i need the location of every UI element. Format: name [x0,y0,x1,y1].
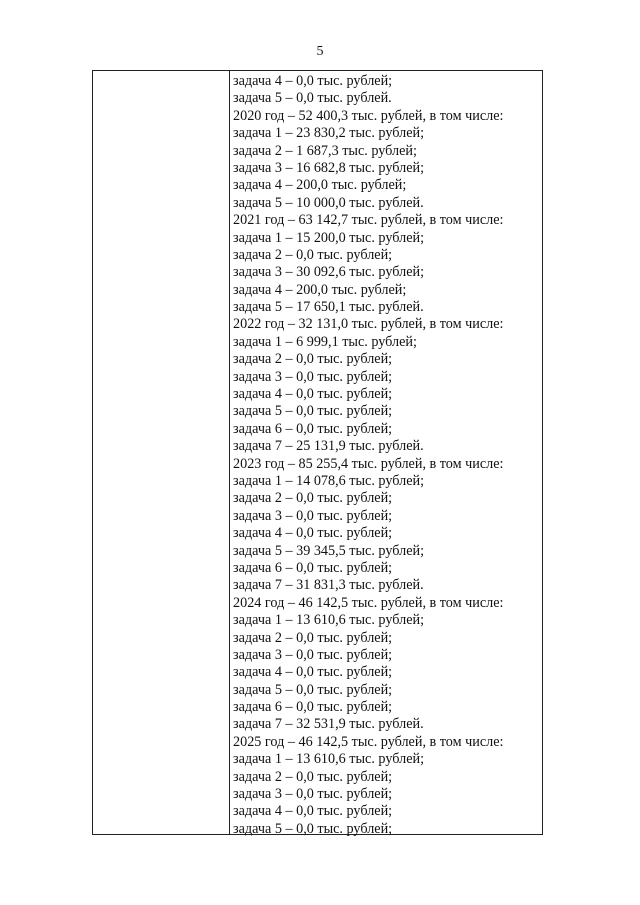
table-left-cell [93,71,229,834]
funding-line: задача 7 – 31 831,3 тыс. рублей. [233,577,424,594]
funding-line: задача 3 – 0,0 тыс. рублей; [233,786,393,803]
funding-line: задача 4 – 0,0 тыс. рублей; [233,525,393,542]
funding-line: задача 1 – 13 610,6 тыс. рублей; [233,612,425,629]
funding-line: задача 7 – 25 131,9 тыс. рублей. [233,438,424,455]
funding-line: 2025 год – 46 142,5 тыс. рублей, в том числе: [233,733,504,750]
funding-line: задача 3 – 0,0 тыс. рублей; [233,368,393,385]
funding-line: задача 2 – 1 687,3 тыс. рублей; [233,142,417,159]
funding-line: задача 4 – 200,0 тыс. рублей; [233,281,407,298]
funding-line: 2023 год – 85 255,4 тыс. рублей, в том числе: [233,455,504,472]
funding-line: задача 6 – 0,0 тыс. рублей; [233,420,393,437]
funding-line: задача 2 – 0,0 тыс. рублей; [233,768,393,785]
funding-line: задача 4 – 0,0 тыс. рублей; [233,664,393,681]
funding-line: задача 5 – 17 650,1 тыс. рублей. [233,299,424,316]
funding-line: задача 4 – 0,0 тыс. рублей; [233,803,393,820]
funding-line: задача 2 – 0,0 тыс. рублей; [233,246,393,263]
funding-line: задача 1 – 13 610,6 тыс. рублей; [233,751,425,768]
page-number: 5 [316,44,324,59]
funding-line: задача 1 – 15 200,0 тыс. рублей; [233,229,425,246]
funding-line: задача 6 – 0,0 тыс. рублей; [233,699,393,716]
funding-line: задача 1 – 23 830,2 тыс. рублей; [233,125,425,142]
funding-line: задача 3 – 0,0 тыс. рублей; [233,507,393,524]
funding-line: задача 5 – 0,0 тыс. рублей; [233,681,393,698]
funding-line: задача 3 – 30 092,6 тыс. рублей; [233,264,425,281]
funding-line: задача 5 – 0,0 тыс. рублей; [233,820,393,837]
column-divider [229,71,230,834]
funding-line: задача 4 – 0,0 тыс. рублей; [233,386,393,403]
funding-line: 2020 год – 52 400,3 тыс. рублей, в том числе: [233,107,504,124]
funding-line: 2021 год – 63 142,7 тыс. рублей, в том числе: [233,212,504,229]
table-right-cell [233,73,540,838]
funding-line: задача 5 – 39 345,5 тыс. рублей; [233,542,425,559]
funding-line: задача 4 – 0,0 тыс. рублей; [233,73,393,89]
funding-line: задача 5 – 0,0 тыс. рублей. [233,90,392,107]
funding-line: задача 1 – 6 999,1 тыс. рублей; [233,333,417,350]
funding-table [92,70,543,835]
funding-line: задача 6 – 0,0 тыс. рублей; [233,559,393,576]
funding-line: задача 2 – 0,0 тыс. рублей; [233,629,393,646]
funding-line: задача 7 – 32 531,9 тыс. рублей. [233,716,424,733]
funding-line: задача 3 – 0,0 тыс. рублей; [233,646,393,663]
funding-line: задача 5 – 10 000,0 тыс. рублей. [233,194,424,211]
funding-line: 2022 год – 32 131,0 тыс. рублей, в том числе: [233,316,504,333]
funding-line: задача 1 – 14 078,6 тыс. рублей; [233,472,425,489]
funding-line: задача 5 – 0,0 тыс. рублей; [233,403,393,420]
funding-line: задача 4 – 200,0 тыс. рублей; [233,177,407,194]
funding-line: задача 2 – 0,0 тыс. рублей; [233,490,393,507]
funding-line: 2024 год – 46 142,5 тыс. рублей, в том числе: [233,594,504,611]
funding-line: задача 3 – 16 682,8 тыс. рублей; [233,159,425,176]
funding-line: задача 2 – 0,0 тыс. рублей; [233,351,393,368]
